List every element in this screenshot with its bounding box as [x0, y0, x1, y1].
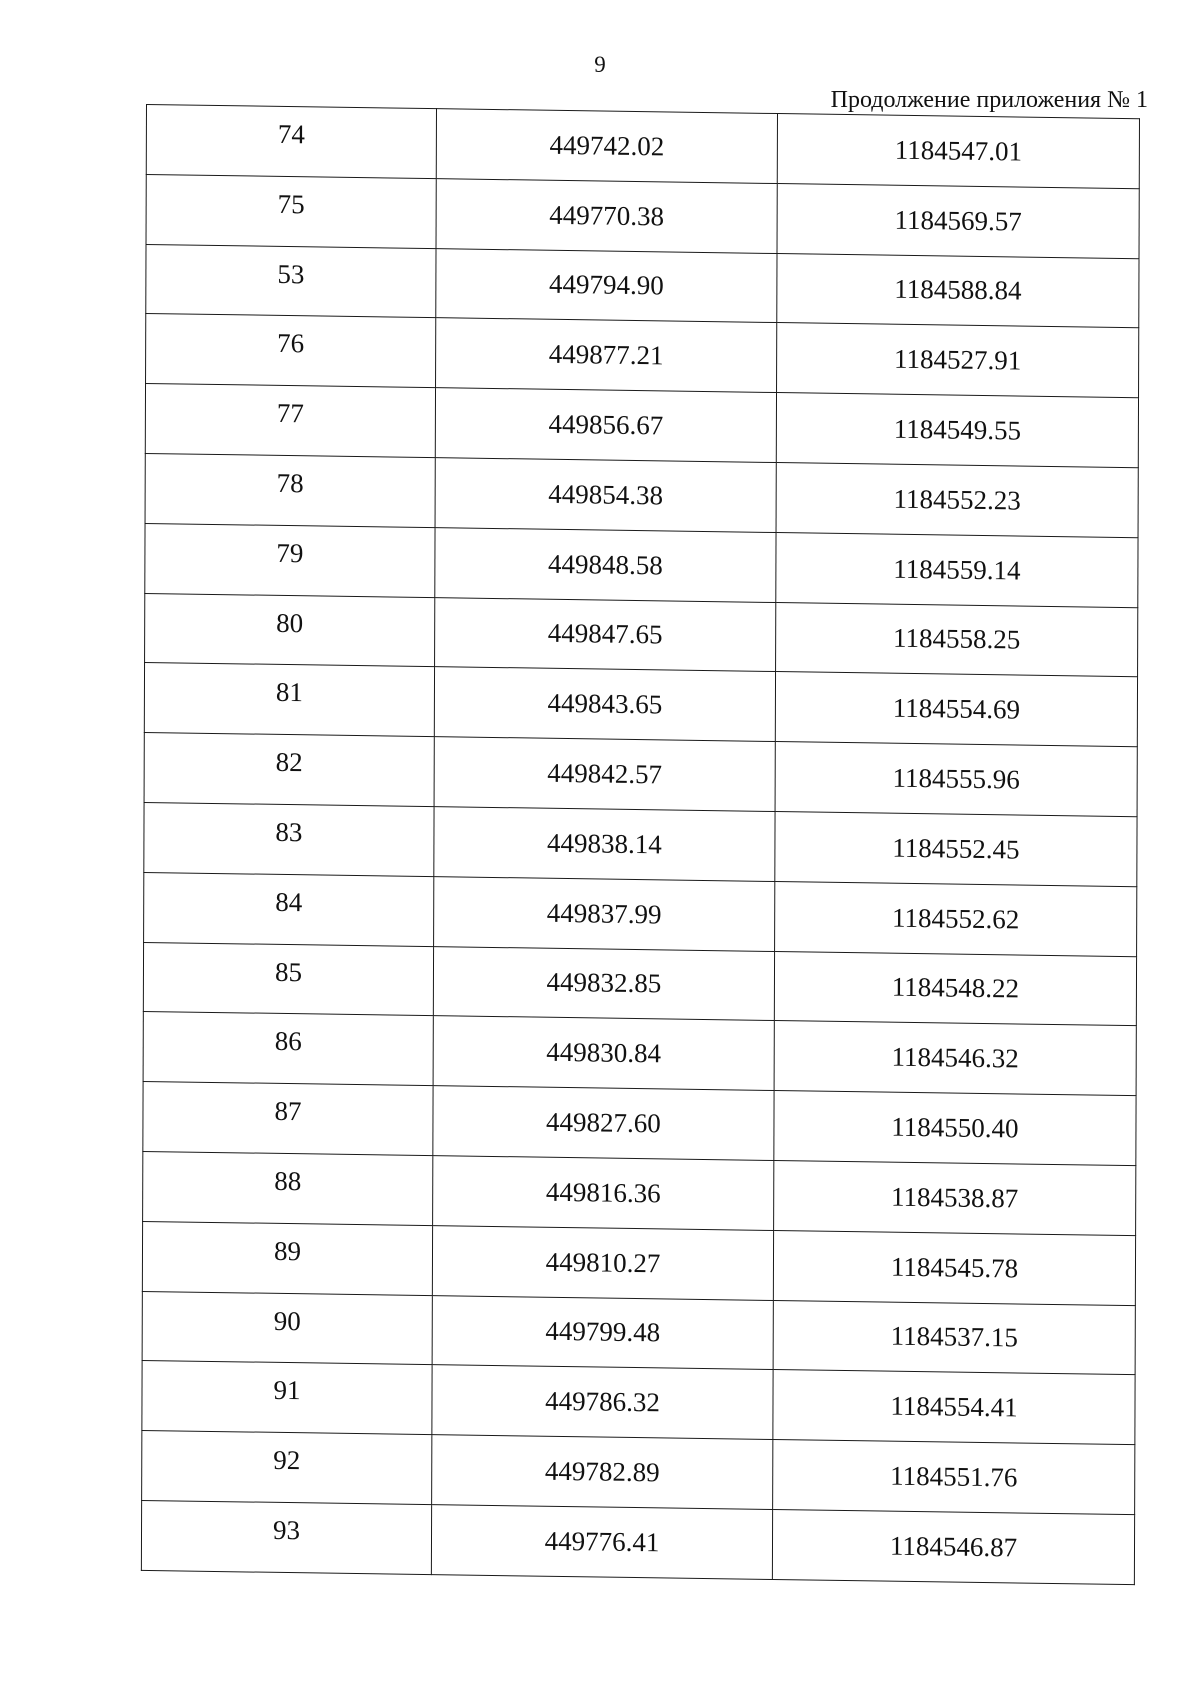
y-coordinate-cell: 1184588.84 — [777, 253, 1139, 328]
x-coordinate-cell: 449827.60 — [433, 1086, 774, 1161]
point-number-cell: 91 — [142, 1361, 432, 1435]
point-number-cell: 84 — [144, 872, 434, 946]
point-number-cell: 53 — [146, 244, 436, 318]
y-coordinate-cell: 1184569.57 — [777, 183, 1139, 258]
coordinates-table-body — [141, 105, 1139, 1585]
x-coordinate-cell: 449847.65 — [435, 597, 776, 672]
point-number-cell: 88 — [143, 1151, 433, 1225]
y-coordinate-cell: 1184552.23 — [776, 463, 1138, 538]
y-coordinate-cell: 1184546.87 — [772, 1509, 1134, 1584]
y-coordinate-cell: 1184538.87 — [774, 1160, 1136, 1235]
y-coordinate-cell: 1184552.62 — [775, 881, 1137, 956]
point-number-cell: 86 — [143, 1012, 433, 1086]
point-number-cell: 77 — [145, 384, 435, 458]
y-coordinate-cell: 1184537.15 — [773, 1300, 1135, 1375]
page-number: 9 — [594, 52, 606, 77]
y-coordinate-cell: 1184559.14 — [776, 532, 1138, 607]
y-coordinate-cell: 1184549.55 — [776, 393, 1138, 468]
coordinates-table-wrapper — [141, 104, 1140, 1585]
y-coordinate-cell: 1184554.41 — [773, 1370, 1135, 1445]
x-coordinate-cell: 449782.89 — [432, 1435, 773, 1510]
y-coordinate-cell: 1184545.78 — [773, 1230, 1135, 1305]
y-coordinate-cell: 1184551.76 — [773, 1440, 1135, 1515]
point-number-cell: 92 — [142, 1431, 432, 1505]
y-coordinate-cell: 1184554.69 — [775, 672, 1137, 747]
x-coordinate-cell: 449816.36 — [433, 1156, 774, 1231]
point-number-cell: 76 — [146, 314, 436, 388]
x-coordinate-cell: 449810.27 — [432, 1225, 773, 1300]
point-number-cell: 83 — [144, 802, 434, 876]
x-coordinate-cell: 449854.38 — [435, 458, 776, 533]
point-number-cell: 89 — [142, 1221, 432, 1295]
point-number-cell: 81 — [144, 663, 434, 737]
point-number-cell: 80 — [145, 593, 435, 667]
point-number-cell: 82 — [144, 733, 434, 807]
x-coordinate-cell: 449848.58 — [435, 527, 776, 602]
y-coordinate-cell: 1184547.01 — [777, 114, 1139, 189]
table-row — [141, 1500, 1134, 1584]
x-coordinate-cell: 449832.85 — [433, 946, 774, 1021]
x-coordinate-cell: 449794.90 — [436, 248, 777, 323]
x-coordinate-cell: 449843.65 — [434, 667, 775, 742]
y-coordinate-cell: 1184548.22 — [774, 951, 1136, 1026]
x-coordinate-cell: 449877.21 — [436, 318, 777, 393]
point-number-cell: 93 — [141, 1500, 431, 1574]
point-number-cell: 87 — [143, 1082, 433, 1156]
point-number-cell: 74 — [146, 105, 436, 179]
point-number-cell: 85 — [143, 942, 433, 1016]
point-number-cell: 79 — [145, 523, 435, 597]
appendix-continuation-note: Продолжение приложения № 1 — [830, 87, 1148, 113]
x-coordinate-cell: 449799.48 — [432, 1295, 773, 1370]
y-coordinate-cell: 1184558.25 — [776, 602, 1138, 677]
y-coordinate-cell: 1184552.45 — [775, 811, 1137, 886]
y-coordinate-cell: 1184546.32 — [774, 1021, 1136, 1096]
x-coordinate-cell: 449842.57 — [434, 737, 775, 812]
x-coordinate-cell: 449830.84 — [433, 1016, 774, 1091]
x-coordinate-cell: 449770.38 — [436, 178, 777, 253]
point-number-cell: 75 — [146, 174, 436, 248]
x-coordinate-cell: 449786.32 — [432, 1365, 773, 1440]
point-number-cell: 78 — [145, 453, 435, 527]
y-coordinate-cell: 1184555.96 — [775, 742, 1137, 817]
y-coordinate-cell: 1184527.91 — [777, 323, 1139, 398]
x-coordinate-cell: 449838.14 — [434, 807, 775, 882]
y-coordinate-cell: 1184550.40 — [774, 1091, 1136, 1166]
x-coordinate-cell: 449856.67 — [435, 388, 776, 463]
x-coordinate-cell: 449742.02 — [436, 109, 777, 184]
point-number-cell: 90 — [142, 1291, 432, 1365]
coordinates-table — [141, 104, 1140, 1585]
x-coordinate-cell: 449776.41 — [431, 1505, 772, 1580]
x-coordinate-cell: 449837.99 — [434, 876, 775, 951]
